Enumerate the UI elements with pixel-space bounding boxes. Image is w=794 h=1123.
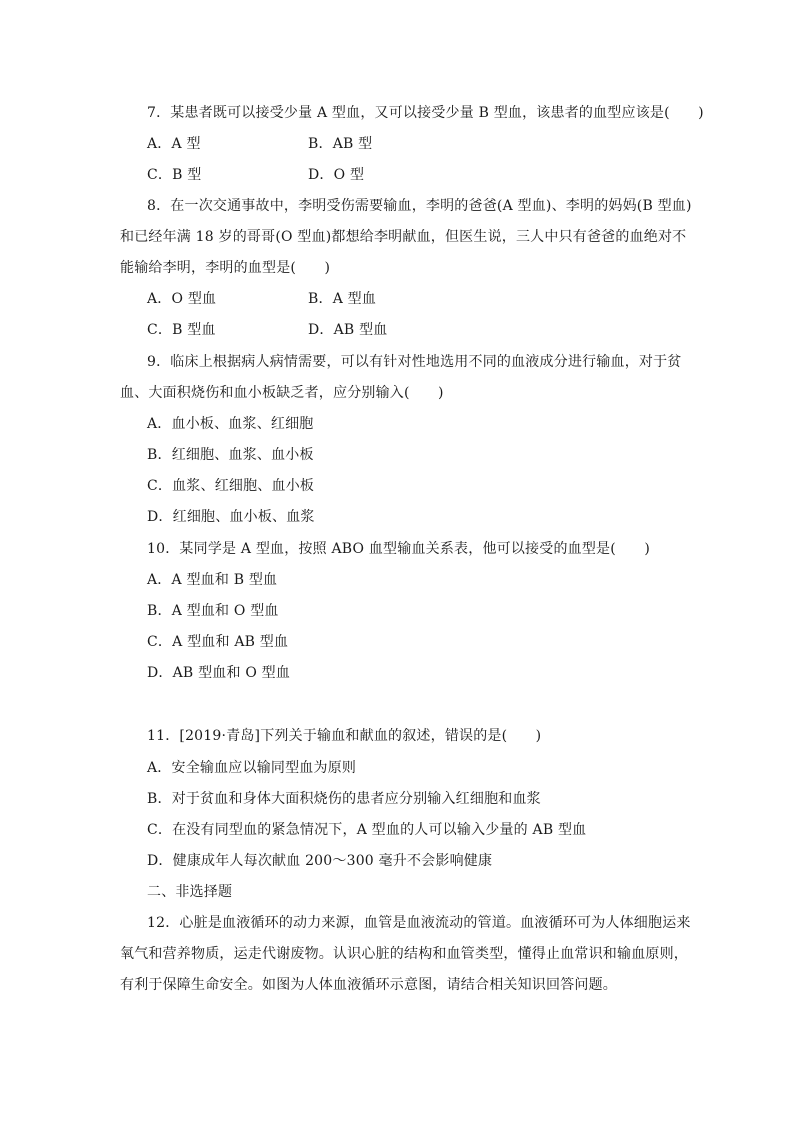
question-9-option-a: A．血小板、血浆、红细胞 bbox=[147, 416, 314, 432]
question-11-option-c: C．在没有同型血的紧急情况下，A 型血的人可以输入少量的 AB 型血 bbox=[147, 822, 587, 838]
question-9-option-c: C．血浆、红细胞、血小板 bbox=[147, 478, 315, 494]
question-10-option-c: C．A 型血和 AB 型血 bbox=[147, 634, 289, 650]
question-8-stem-line-2: 和已经年满 18 岁的哥哥(O 型血)都想给李明献血，但医生说，三人中只有爸爸的血绝对不 bbox=[120, 229, 687, 245]
question-8-option-b: B．A 型血 bbox=[308, 291, 377, 307]
question-7-stem: 7．某患者既可以接受少量 A 型血，又可以接受少量 B 型血，该患者的血型应该是( ) bbox=[147, 105, 704, 121]
question-8-stem-line-3: 能输给李明，李明的血型是( ) bbox=[120, 260, 331, 276]
question-9-option-b: B．红细胞、血浆、血小板 bbox=[147, 447, 314, 463]
question-11-option-b: B．对于贫血和身体大面积烧伤的患者应分别输入红细胞和血浆 bbox=[147, 791, 541, 807]
question-10-stem: 10．某同学是 A 型血，按照 ABO 血型输血关系表，他可以接受的血型是( ) bbox=[147, 541, 650, 557]
question-7-option-d: D．O 型 bbox=[308, 167, 365, 183]
question-7-option-c: C．B 型 bbox=[147, 167, 202, 183]
question-12-stem-line-2: 氧气和营养物质，运走代谢废物。认识心脏的结构和血管类型，懂得止血常识和输血原则， bbox=[120, 946, 688, 962]
question-11-stem: 11．[2019·青岛]下列关于输血和献血的叙述，错误的是( ) bbox=[147, 728, 542, 744]
question-7-option-b: B．AB 型 bbox=[308, 136, 373, 152]
question-10-option-a: A．A 型血和 B 型血 bbox=[147, 572, 278, 588]
question-12-stem-line-1: 12．心脏是血液循环的动力来源，血管是血液流动的管道。血液循环可为人体细胞运来 bbox=[147, 915, 691, 931]
question-9-stem-line-2: 血、大面积烧伤和血小板缺乏者，应分别输入( ) bbox=[120, 385, 444, 401]
section-heading-non-choice: 二、非选择题 bbox=[147, 884, 233, 900]
question-12-stem-line-3: 有利于保障生命安全。如图为人体血液循环示意图，请结合相关知识回答问题。 bbox=[120, 977, 617, 993]
question-10-option-d: D．AB 型血和 O 型血 bbox=[147, 665, 291, 681]
question-9-option-d: D．红细胞、血小板、血浆 bbox=[147, 509, 315, 525]
question-8-option-d: D．AB 型血 bbox=[308, 322, 388, 338]
question-8-option-c: C．B 型血 bbox=[147, 322, 216, 338]
question-8-stem-line-1: 8．在一次交通事故中，李明受伤需要输血，李明的爸爸(A 型血)、李明的妈妈(B 型血) bbox=[147, 198, 692, 214]
question-8-option-a: A．O 型血 bbox=[147, 291, 217, 307]
question-10-option-b: B．A 型血和 O 型血 bbox=[147, 603, 279, 619]
question-11-option-d: D．健康成年人每次献血 200～300 毫升不会影响健康 bbox=[147, 853, 493, 869]
question-11-option-a: A．安全输血应以输同型血为原则 bbox=[147, 760, 357, 776]
question-7-option-a: A．A 型 bbox=[147, 136, 201, 152]
question-9-stem-line-1: 9．临床上根据病人病情需要，可以有针对性地选用不同的血液成分进行输血，对于贫 bbox=[147, 354, 682, 370]
